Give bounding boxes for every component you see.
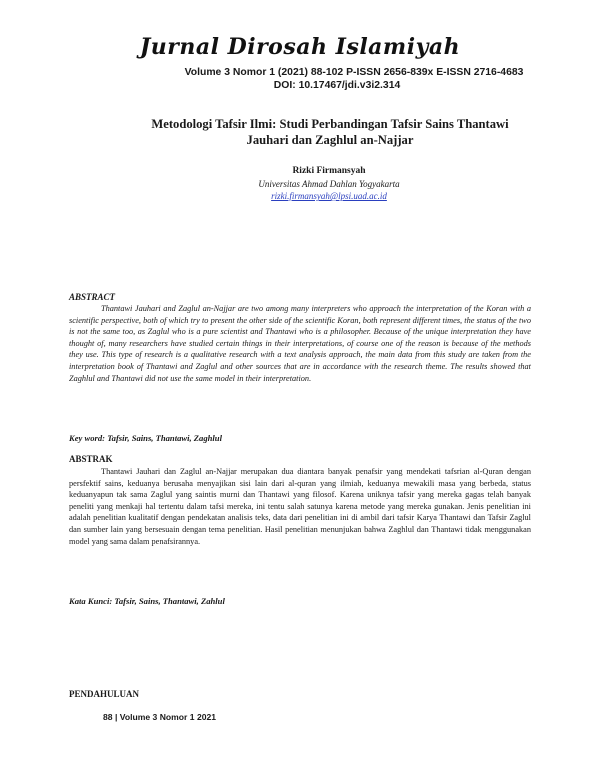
- journal-title: Jurnal Dirosah Islamiyah: [139, 34, 461, 60]
- abstract-english-text: Thantawi Jauhari and Zaglul an-Najjar are two among many interpreters who approach the interpretation of the Koran with a scientific perspective, both of which try to present the other side of the scientific Koran, both represent different times, the status of the two is not the same too, as Zaglul who is a pure scientist and Thantawi who is a philosopher. Because of the unique interpretation they have thought of, many researchers have studied certain things in their interpretations, of course one of the reason is because of the methods they use. This type of research is a qualitative research with a text analysis approach, the main data from this study are taken from the interpretation book of Thantawi and Zaglul and other sources that are in accordance with the research theme. The results showed that Zaghlul and Thantawi did not use the same model in their interpretation.: [69, 304, 531, 383]
- english-keywords: Key word: Tafsir, Sains, Thantawi, Zaghlul: [69, 433, 222, 443]
- author-email-link[interactable]: rizki.firmansyah@lpsi.uad.ac.id: [271, 191, 387, 201]
- abstrak-heading: ABSTRAK: [69, 454, 113, 464]
- author-name: Rizki Firmansyah: [292, 166, 366, 176]
- abstrak-indonesian-text: Thantawi Jauhari dan Zaglul an-Najjar merupakan dua diantara banyak penafsir yang mendekati tafsrian al-Quran dengan persfektif sains, keduanya berusaha menyajikan sisi lain dari al-quran yang ilmiah, keduanya mewakili masa yang berbeda, status keduanyapun tak sama Zaglul yang saintis murni dan Thantawi yang filosof. Karena uniknya tafsir yang mereka gagas telah banyak peneliti yang menkaji hal tertentu dalam tafsi mereka, ini tentu salah satunya karena metode yang mereka gunakan. Jenis penelitian ini adalah penelitian kualitatif dengan pendekatan analisis teks, data dari penelitian ini di ambil dari tafsir Karya Thantawi dan Tafsir Zaglul dan sumber lain yang bersesuain dengan tema penelitian. Hasil penelitian menunjukan bahwa Zaghlul dan Thantawi tidak menggunakan model yang sama dalam penafsirannya.: [69, 467, 531, 546]
- paper-title-line-1: Metodologi Tafsir Ilmi: Studi Perbandingan Tafsir Sains Thantawi: [151, 117, 509, 131]
- doi-line: DOI: 10.17467/jdi.v3i2.314: [273, 80, 401, 91]
- indonesian-keywords: Kata Kunci: Tafsir, Sains, Thantawi, Zahlul: [69, 596, 225, 606]
- author-affiliation: Universitas Ahmad Dahlan Yogyakarta: [258, 179, 400, 189]
- paper-title: [110, 116, 550, 148]
- section-heading-pendahuluan: PENDAHULUAN: [69, 689, 140, 699]
- page-footer: 88 | Volume 3 Nomor 1 2021: [103, 712, 217, 722]
- abstract-heading: ABSTRACT: [69, 292, 116, 302]
- paper-title-line-2: Jauhari dan Zaghlul an-Najjar: [246, 133, 414, 147]
- volume-issn-line: Volume 3 Nomor 1 (2021) 88-102 P-ISSN 2656-839x E-ISSN 2716-4683: [184, 67, 524, 78]
